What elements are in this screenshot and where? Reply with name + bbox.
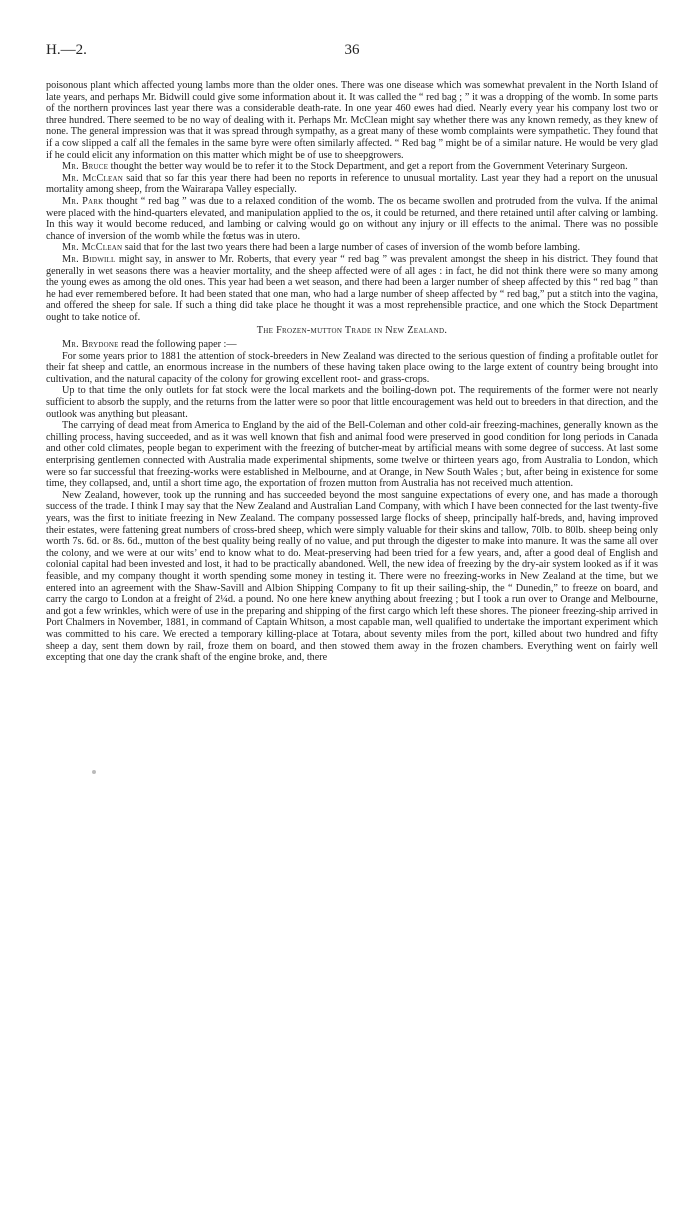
paragraph-text: Up to that time the only outlets for fat stock were the local markets and the boiling-down pot. The requirements of the former were not nearly sufficient to absorb the supply, and the returns from the latter were so poor that little encouragement was held out to breeders in that direction, and the outlook was anything but pleasant.: [46, 385, 658, 420]
paragraph: [46, 420, 658, 490]
paragraph: [46, 339, 658, 351]
page-blemish: [92, 770, 96, 774]
speaker-name: Mr. Park: [62, 195, 104, 207]
paragraph-text: said that so far this year there had been no reports in reference to unusual mortality. Last year they had a report on the unusual mortality among sheep, from the Wairarapa Valley especially.: [46, 172, 659, 196]
paragraph: [46, 490, 658, 664]
speaker-name: Mr. Brydone: [62, 339, 119, 351]
paragraph: [46, 242, 658, 254]
speaker-name: Mr. McClean: [62, 242, 123, 254]
paragraph: [46, 351, 658, 386]
paragraph-text: thought “ red bag ” was due to a relaxed condition of the womb. The os became swollen and protruded from the vulva. If the animal were placed with the hind-quarters elevated, and manipulation applied to the os, it could be returned, and there retained until after calving or lambing. In this way it would become reduced, and lambing or calving would go on without any injury or ill effects to the animal. There was no possible chance of inversion of the womb while the fœtus was in utero.: [46, 195, 658, 242]
paragraph: [46, 254, 658, 324]
paragraph-text: read the following paper :—: [118, 339, 237, 351]
paragraph-text: New Zealand, however, took up the running and has succeeded beyond the most sanguine expectations of every one, and has made a thorough success of the trade. I think I may say that the New Zealand and Australian Land Company, with which I have been connected for the last twenty-five years, was the first to initiate freezing in New Zealand. The company possessed large flocks of sheep, principally half-breds, and, having improved their estates, were fattening great numbers of cross-bred sheep, which were simply valuable for their skins and tallow, 70lb. to 80lb. sheep being only worth 7s. 6d. or 8s. 6d., mutton of the best quality being really of no value, and put through the digester to make into manure. It was the same all over the colony, and we were at our wits’ end to know what to do. Meat-preserving had been tried for a few years, and, after a good deal of English and colonial capital had been invested and lost, it had to be practically abandoned. Well, the new idea of freezing by the dry-air system looked as if it was feasible, and my company thought it worth spending some money in testing it. There were no freezing-works in New Zealand at the time, but we entered into an agreement with the Shaw-Savill and Albion Shipping Company to fit up their sailing-ship, the “ Dunedin,” to freeze on board, and carry the cargo to London at a freight of 2¼d. a pound. No one here knew anything about freezing ; but I took a run over to Orange and Melbourne, and got a few wrinkles, which were of use in the preparing and shipping of the first cargo which left these shores. The pioneer freezing-ship arrived in Port Chalmers in November, 1881, in command of Captain Whitson, a most capable man, well qualified to undertake the important experiment which was committed to his care. We erected a temporary killing-place at Totara, about seventy miles from the port, killed about two hundred and fifty sheep a day, sent them down by rail, froze them on board, and then stowed them away in the frozen chambers. Everything went on fairly well excepting that one day the crank shaft of the engine broke, and, there: [46, 489, 658, 664]
paragraph: [46, 173, 658, 196]
paragraph: [46, 80, 658, 161]
page-number: 36: [344, 42, 360, 58]
discussion-section: [46, 80, 658, 323]
paragraph-text: The carrying of dead meat from America to England by the aid of the Bell-Coleman and other cold-air freezing-machines, generally known as the chilling process, having succeeded, and as it was well known that fish and animal food were preserved in good condition for long periods in Canada and other cold climates, people began to experiment with the freezing of butcher-meat by artificial means with some degree of success. At last some enterprising gentlemen connected with Australia made experimental shipments, some twelve or thirteen years ago, from Australia to London, which were so far successful that freezing-works were established in Melbourne, and at Orange, in New South Wales ; but, after being in existence for some time, they collapsed, and, until a short time ago, the exportation of frozen mutton from Australia has not received much attention.: [46, 420, 658, 490]
page-body: [46, 80, 658, 664]
paper-section: [46, 339, 658, 664]
paragraph-text: thought the better way would be to refer it to the Stock Department, and get a report from the Government Veterinary Surgeon.: [108, 161, 628, 173]
paragraph-text: poisonous plant which affected young lambs more than the older ones. There was one disease which was somewhat prevalent in the North Island of late years, and perhaps Mr. Bidwill could give some information about it. It was called the “ red bag ; ” it was a dropping of the womb. In some parts of the northern provinces last year there was a considerable death-rate. In one year 460 ewes had died. Nearly every year his company lost two or three hundred. There seemed to be no way of dealing with it. Perhaps Mr. McClean might say whether there was any known remedy, as they knew of none. The general impression was that it was spread through sympathy, as a great many of these womb complaints were sympathetic. They found that if a cow slipped a calf all the females in the same byre were often similarly affected. “ Red bag ” might be of a similar nature. He would be very glad if he could elicit any information on this matter which might be of use to sheepgrowers.: [46, 80, 658, 161]
section-heading: The Frozen-mutton Trade in New Zealand.: [256, 325, 448, 337]
paragraph-text: said that for the last two years there had been a large number of cases of inversion of the womb before lambing.: [122, 242, 581, 254]
speaker-name: Mr. McClean: [62, 172, 123, 184]
document-reference: H.—2.: [46, 42, 87, 58]
paragraph-text: might say, in answer to Mr. Roberts, that every year “ red bag ” was prevalent amongst the sheep in his district. They found that generally in wet seasons there was a heavier mortality, and the sheep affected were of all ages : in fact, he did not think there were so many among the young ewes as among the old ones. This year had been a wet season, and there had been a larger number of sheep affected by this “ red bag ” than he had ever remembered before. It had been stated that one man, who had a large number of sheep affected by “ red bag,” put a stitch into the vagina, and offered the sheep for sale. If such a thing did take place he thought it was a most reprehensible practice, and one which the Stock Department ought to take notice of.: [46, 253, 658, 323]
paragraph: [46, 196, 658, 242]
paragraph: [46, 161, 658, 173]
paragraph: [46, 385, 658, 420]
paragraph-text: For some years prior to 1881 the attention of stock-breeders in New Zealand was directed to the serious question of finding a profitable outlet for their fat sheep and cattle, an enormous increase in the numbers of these having taken place owing to the large extent of country being brought into cultivation, and the natural capacity of the colony for growing excellent root- and grass-crops.: [46, 350, 658, 385]
page-header: [46, 42, 658, 64]
speaker-name: Mr. Bruce: [62, 161, 109, 173]
speaker-name: Mr. Bidwill: [62, 253, 116, 265]
